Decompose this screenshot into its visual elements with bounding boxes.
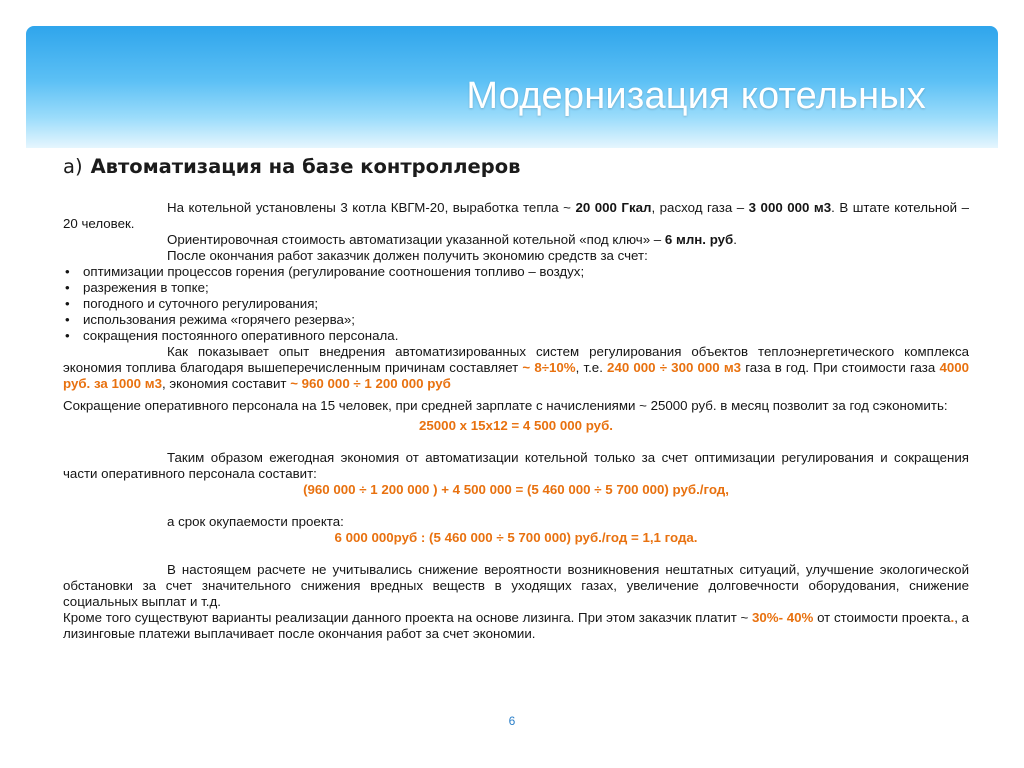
- heat-output-value: 20 000 Гкал: [575, 200, 652, 215]
- page-number: 6: [508, 714, 516, 728]
- formula-staff-saving: 25000 х 15х12 = 4 500 000 руб.: [419, 418, 613, 433]
- paragraph-not-considered: В настоящем расчете не учитывались снижение вероятности возникновения нештатных ситуаций, улучшение экологической обстановки за счет значительного снижения вредных веществ в уходящих газах, увеличение долговечности оборудования, снижение социальных выплат и т.д.: [63, 562, 969, 609]
- gas-saving-rub: ~ 960 000 ÷ 1 200 000 руб: [290, 376, 451, 391]
- text-run: , расход газа –: [651, 200, 749, 215]
- text-run: На котельной установлены 3 котла КВГМ-20, выработка тепла ~: [167, 200, 576, 215]
- leasing-percent: 30%- 40%: [752, 610, 814, 625]
- paragraph-annual-economy: Таким образом ежегодная экономия от автоматизации котельной только за счет оптимизации регулирования и сокращения части оперативного персонала составит:: [63, 450, 969, 481]
- slide-title: Модернизация котельных: [466, 75, 926, 117]
- cost-value: 6 млн. руб: [664, 232, 734, 247]
- text-run: . В штате котельной – 20 человек.: [63, 200, 969, 231]
- text-run: .: [950, 610, 955, 625]
- section-heading: [63, 155, 520, 178]
- formula-payback: 6 000 000руб : (5 460 000 ÷ 5 700 000) руб./год = 1,1 года.: [334, 530, 698, 545]
- text-run: Как показывает опыт внедрения автоматизированных систем регулирования объектов теплоэнергетического комплекса экономия топлива благодаря вышеперечисленным причинам составляет: [63, 344, 969, 375]
- text-run: Кроме того существуют варианты реализации данного проекта на основе лизинга. При этом заказчик платит ~: [63, 610, 753, 625]
- text-run: , а лизинговые платежи выплачивает после окончания работ за счет экономии.: [63, 610, 969, 641]
- gas-consumption-value: 3 000 000 м3: [748, 200, 832, 215]
- list-item: • погодного и суточного регулирования;: [63, 296, 969, 312]
- spacer: [63, 546, 969, 562]
- text-run: .: [733, 232, 737, 247]
- text-run: , экономия составит: [161, 376, 291, 391]
- spacer: [63, 498, 969, 514]
- paragraph-payback-intro: а срок окупаемости проекта:: [167, 514, 344, 529]
- paragraph-staff-reduction: Сокращение оперативного персонала на 15 человек, при средней зарплате с начислениями ~ 25000 руб. в месяц позволит за год сэкономить:: [63, 398, 948, 413]
- slide-body: [63, 200, 969, 642]
- text-run: , т.е.: [575, 360, 608, 375]
- paragraph-boilers: [63, 200, 969, 232]
- gas-price: 4000 руб. за 1000 м3: [63, 360, 970, 391]
- savings-list: [63, 264, 969, 344]
- spacer: [63, 434, 969, 450]
- paragraph-leasing: [63, 610, 969, 642]
- fuel-saving-percent: ~ 8÷10%: [522, 360, 576, 375]
- paragraph-savings-intro: После окончания работ заказчик должен получить экономию средств за счет:: [167, 248, 648, 263]
- section-title: Автоматизация на базе контроллеров: [90, 155, 521, 178]
- paragraph-cost: [63, 232, 969, 248]
- gas-saving-volume: 240 000 ÷ 300 000 м3: [607, 360, 742, 375]
- paragraph-fuel-economy: [63, 344, 969, 392]
- text-run: газа в год. При стоимости газа: [741, 360, 940, 375]
- list-item: • разрежения в топке;: [63, 280, 969, 296]
- list-item: • сокращения постоянного оперативного персонала.: [63, 328, 969, 344]
- text-run: Ориентировочная стоимость автоматизации указанной котельной «под ключ» –: [167, 232, 665, 247]
- formula-annual-economy: (960 000 ÷ 1 200 000 ) + 4 500 000 = (5 460 000 ÷ 5 700 000) руб./год,: [303, 482, 729, 497]
- text-run: от стоимости проекта: [813, 610, 951, 625]
- section-marker: а): [63, 155, 83, 178]
- list-item: • оптимизации процессов горения (регулирование соотношения топливо – воздух;: [63, 264, 969, 280]
- list-item: • использования режима «горячего резерва»;: [63, 312, 969, 328]
